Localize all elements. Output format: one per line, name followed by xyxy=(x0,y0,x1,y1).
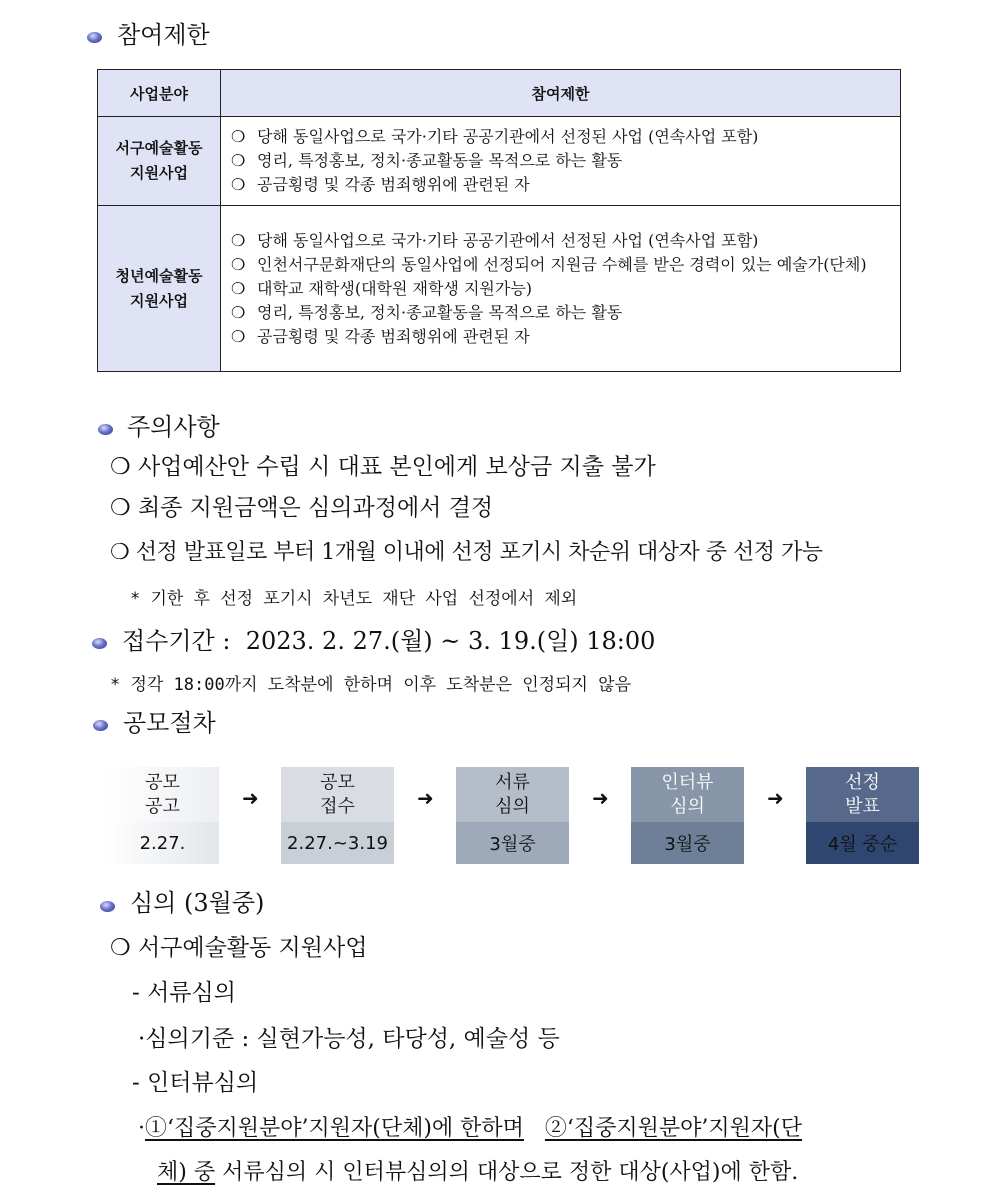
table-header-field: 사업분야 xyxy=(98,70,221,117)
circle-bullet-icon: ❍ xyxy=(231,151,246,170)
process-step-announcement-result: 선정 발표 4월 중순 xyxy=(806,767,919,864)
table-items-cell xyxy=(221,206,901,372)
process-step-interview: 인터뷰 심의 3월중 xyxy=(631,767,744,864)
period-value: 2023. 2. 27.(월) ~ 3. 19.(일) 18:00 xyxy=(245,627,656,655)
process-step-date: 3월중 xyxy=(456,822,569,864)
category-line: 지원사업 xyxy=(130,291,188,310)
section-bullet-icon xyxy=(93,720,108,731)
table-row xyxy=(98,206,901,372)
circle-bullet-icon: ❍ xyxy=(231,230,246,250)
list-item: ❍ 영리, 특정홍보, 정치·종교활동을 목적으로 하는 활동 xyxy=(231,301,890,325)
section-bullet-icon xyxy=(92,638,107,649)
notice-footnote: * 기한 후 선정 포기시 차년도 재단 사업 선정에서 제외 xyxy=(130,589,578,609)
circle-bullet-icon: ❍ xyxy=(110,454,131,480)
process-step-date: 3월중 xyxy=(631,822,744,864)
circle-bullet-icon: ❍ xyxy=(231,254,246,274)
process-step-submission: 공모 접수 2.27.~3.19 xyxy=(281,767,394,864)
arrow-right-icon: ➜ xyxy=(767,786,784,810)
section-title-period: 접수기간 : 2023. 2. 27.(월) ~ 3. 19.(일) 18:00 xyxy=(122,627,656,655)
category-line: 청년예술활동 xyxy=(115,266,203,285)
section-bullet-icon xyxy=(100,901,115,912)
table-header-restriction: 참여제한 xyxy=(221,70,901,117)
notice-item: ❍ 사업예산안 수립 시 대표 본인에게 보상금 지출 불가 xyxy=(110,454,656,480)
category-line: 지원사업 xyxy=(130,164,188,182)
review-interview-condition-cont: 체) 중 서류심의 시 인터뷰심의의 대상으로 정한 대상(사업)에 한함. xyxy=(157,1160,799,1185)
period-footnote: * 정각 18:00까지 도착분에 한하며 이후 도착분은 인정되지 않음 xyxy=(110,675,631,695)
notice-item: ❍ 선정 발표일로 부터 1개월 이내에 선정 포기시 차순위 대상자 중 선정 가능 xyxy=(110,540,823,565)
table-category-cell xyxy=(98,117,221,206)
review-document-heading: - 서류심의 xyxy=(132,980,236,1006)
review-criteria: ·심의기준 : 실현가능성, 타당성, 예술성 등 xyxy=(138,1026,560,1052)
list-item: ❍ 당해 동일사업으로 국가·기타 공공기관에서 선정된 사업 (연속사업 포함) xyxy=(231,125,890,149)
table-items-cell xyxy=(221,117,901,206)
circle-bullet-icon: ❍ xyxy=(231,127,246,146)
circle-bullet-icon: ❍ xyxy=(110,935,131,961)
arrow-right-icon: ➜ xyxy=(242,786,259,810)
table-category-cell xyxy=(98,206,221,372)
circle-bullet-icon: ❍ xyxy=(110,495,131,521)
table-row xyxy=(98,117,901,206)
list-item: ❍ 영리, 특정홍보, 정치·종교활동을 목적으로 하는 활동 xyxy=(231,149,890,173)
list-item: ❍ 인천서구문화재단의 동일사업에 선정되어 지원금 수혜를 받은 경력이 있는 예술가(단체) xyxy=(231,253,890,277)
circle-bullet-icon: ❍ xyxy=(110,540,130,565)
arrow-right-icon: ➜ xyxy=(417,786,434,810)
section-bullet-icon xyxy=(87,32,102,43)
list-item: ❍ 당해 동일사업으로 국가·기타 공공기관에서 선정된 사업 (연속사업 포함) xyxy=(231,229,890,253)
list-item: ❍ 공금횡령 및 각종 범죄행위에 관련된 자 xyxy=(231,325,890,349)
review-interview-heading: - 인터뷰심의 xyxy=(132,1070,259,1096)
category-line: 서구예술활동 xyxy=(115,139,203,157)
process-step-date: 2.27.~3.19 xyxy=(281,822,394,864)
process-step-date: 2.27. xyxy=(106,822,219,864)
section-title-notice: 주의사항 xyxy=(127,413,220,441)
section-title-review: 심의 (3월중) xyxy=(130,889,265,917)
process-step-announcement: 공모 공고 2.27. xyxy=(106,767,219,864)
circle-bullet-icon: ❍ xyxy=(231,175,246,194)
section-title-procedure: 공모절차 xyxy=(123,709,216,737)
section-bullet-icon xyxy=(98,424,113,435)
process-step-document-review: 서류 심의 3월중 xyxy=(456,767,569,864)
circle-bullet-icon: ❍ xyxy=(231,278,246,298)
table-header-row xyxy=(98,70,901,117)
restrictions-table xyxy=(97,69,901,372)
section-title-restrictions: 참여제한 xyxy=(117,21,210,49)
circle-bullet-icon: ❍ xyxy=(231,302,246,322)
circle-bullet-icon: ❍ xyxy=(231,326,246,346)
review-program: ❍ 서구예술활동 지원사업 xyxy=(110,935,368,961)
review-interview-condition: ·①‘집중지원분야’지원자(단체)에 한하며 ②‘집중지원분야’지원자(단 xyxy=(138,1116,803,1141)
notice-item: ❍ 최종 지원금액은 심의과정에서 결정 xyxy=(110,495,494,521)
arrow-right-icon: ➜ xyxy=(592,786,609,810)
process-step-date: 4월 중순 xyxy=(806,822,919,864)
list-item: ❍ 대학교 재학생(대학원 재학생 지원가능) xyxy=(231,277,890,301)
list-item: ❍ 공금횡령 및 각종 범죄행위에 관련된 자 xyxy=(231,173,890,197)
